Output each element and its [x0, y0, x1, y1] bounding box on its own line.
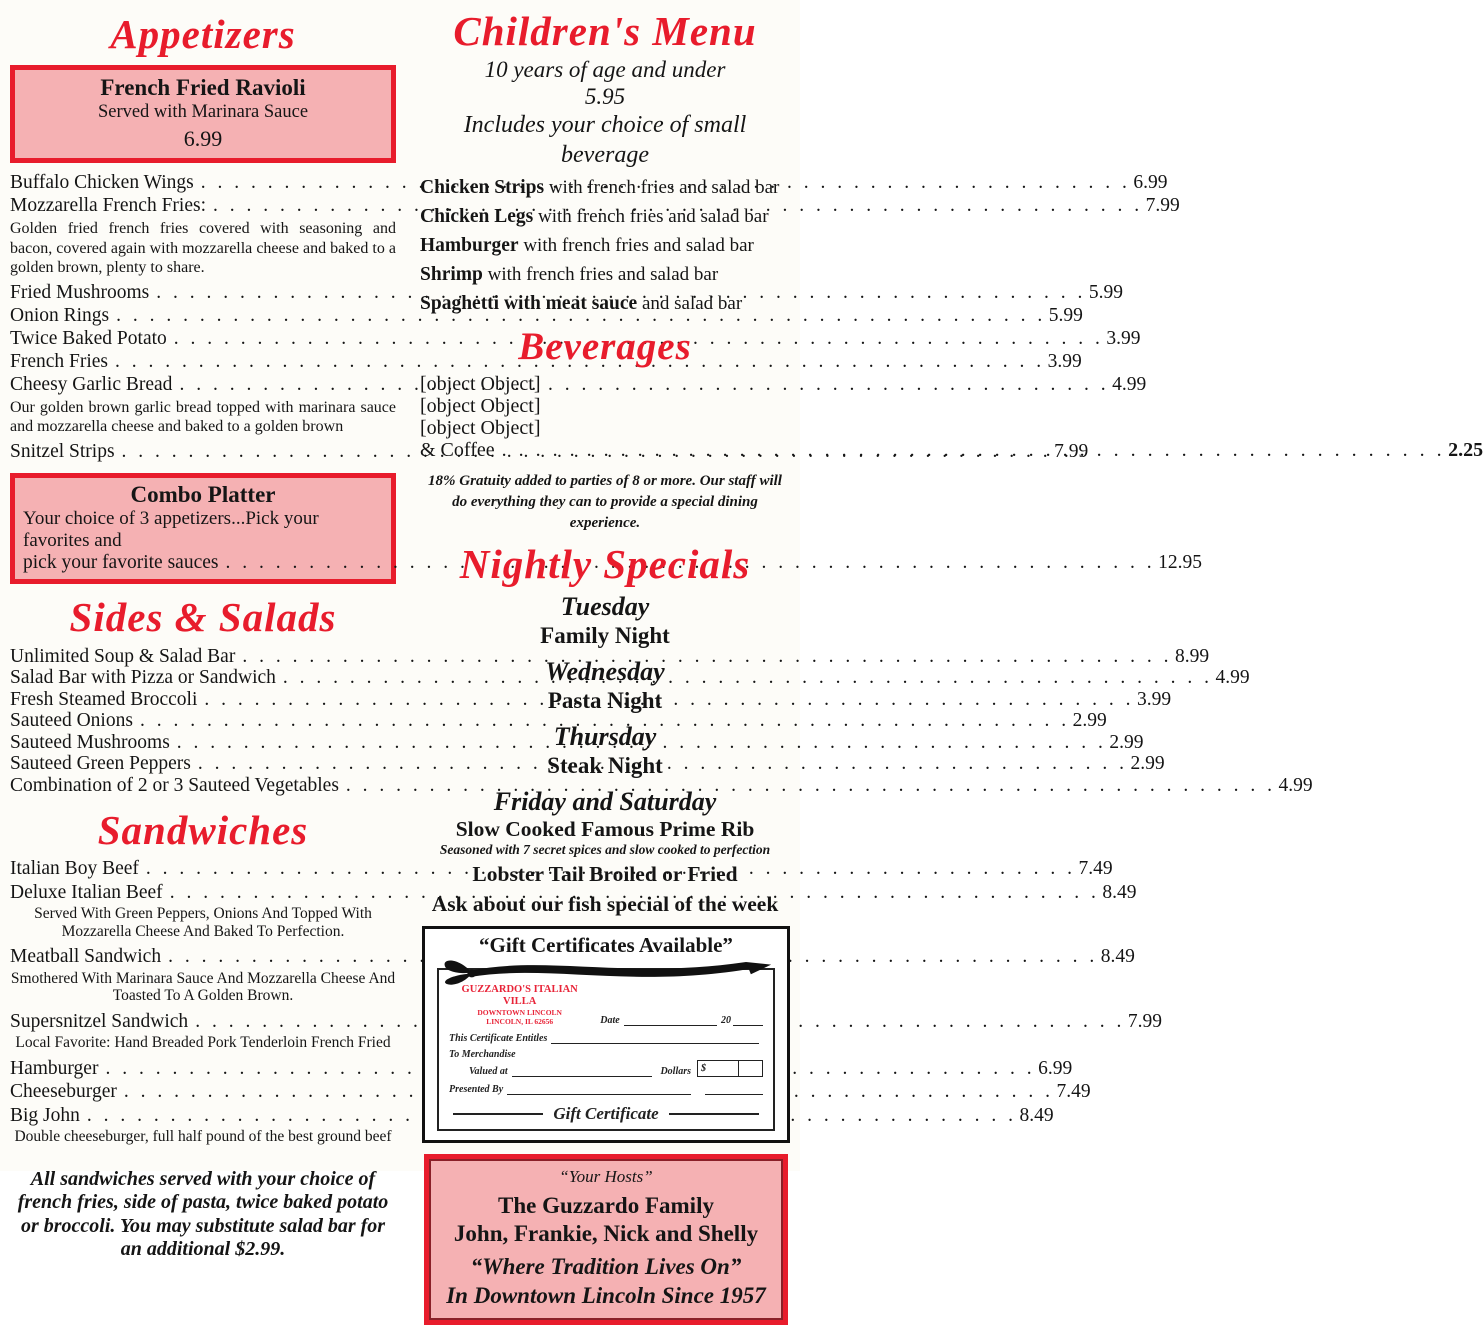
item-name: Cheeseburger: [10, 1081, 117, 1102]
hosts-names: John, Frankie, Nick and Shelly: [453, 1221, 759, 1246]
item-price: 2.99: [1109, 731, 1144, 753]
special-day: Thursday: [553, 722, 657, 751]
featured-item-name: French Fried Ravioli: [100, 75, 306, 100]
entitles-blank-line: [551, 1033, 759, 1044]
certificate-valued-row: [449, 1060, 763, 1077]
beverages-list: [418, 373, 792, 439]
item-name: Italian Boy Beef: [10, 858, 139, 879]
children-age-note: 10 years of age and under: [484, 57, 726, 82]
item-name: Big John: [10, 1104, 80, 1126]
menu-item: [10, 645, 1210, 668]
item-price: 4.99: [1278, 774, 1313, 796]
presented-label: Presented By: [449, 1084, 504, 1095]
menu-item: [10, 710, 1107, 732]
item-price: 4.99: [1215, 667, 1250, 688]
item-price: 7.99: [1127, 1010, 1162, 1032]
date-label: Date: [600, 1015, 620, 1026]
children-price: 5.95: [584, 84, 626, 109]
item-price: 6.99: [1038, 1057, 1073, 1079]
item-name: Sauteed Green Peppers: [10, 753, 191, 774]
certificate-restaurant-name: GUZZARDO'S ITALIAN VILLA: [461, 984, 578, 1007]
presented-blank-line-short: [705, 1084, 763, 1095]
coffee-price: 2.25: [1448, 439, 1483, 461]
children-item-name: Chicken Legs: [420, 206, 534, 227]
children-item: [420, 234, 792, 258]
prime-rib-item: Slow Cooked Famous Prime Rib: [455, 817, 755, 841]
item-description: Double cheeseburger, full half pound of the best ground beef: [14, 1128, 392, 1145]
item-description: Local Favorite: Hand Breaded Pork Tenderloin French Fried: [15, 1034, 391, 1051]
childrens-menu-heading: Children's Menu: [453, 8, 757, 54]
special-name: Family Night: [540, 623, 670, 648]
featured-item-price: 6.99: [183, 126, 223, 151]
special-day: Tuesday: [560, 592, 650, 621]
hosts-quote: “Your Hosts”: [559, 1167, 653, 1186]
item-price: 8.49: [1019, 1104, 1054, 1126]
certificate-footer: [449, 1104, 763, 1123]
item-name: Buffalo Chicken Wings: [10, 172, 194, 193]
certificate-address-line: DOWNTOWN LINCOLN: [477, 1008, 562, 1017]
merchandise-label: To Merchandise: [449, 1049, 516, 1060]
date-blank-line: [624, 1015, 717, 1026]
item-name: Snitzel Strips: [10, 440, 115, 462]
nightly-special: [418, 591, 792, 649]
children-item-name: Spaghetti with meat sauce: [420, 293, 638, 314]
prime-rib-note: Seasoned with 7 secret spices and slow cooked to perfection: [439, 842, 771, 857]
item-price: 3.99: [1106, 327, 1141, 349]
beverage-line: [object Object]: [420, 395, 541, 417]
certificate-entitles-row: [449, 1033, 763, 1044]
children-list: [418, 176, 792, 316]
sandwiches-heading: Sandwiches: [97, 807, 309, 853]
item-name: French Fries: [10, 350, 109, 372]
cents-cell: [739, 1061, 762, 1076]
entitles-label: This Certificate Entitles: [449, 1033, 548, 1044]
sides-salads-heading: Sides & Salads: [69, 593, 337, 640]
item-name: Fresh Steamed Broccoli: [10, 688, 198, 710]
certificate-header-row: [449, 984, 763, 1026]
item-description: Served With Green Peppers, Onions And Topped With Mozzarella Cheese And Baked To Perfection.: [34, 905, 372, 940]
gratuity-note: 18% Gratuity added to parties of 8 or more. Our staff will do everything they can to provide a special dining experience.: [428, 473, 782, 531]
item-price: 5.99: [1048, 304, 1083, 326]
item-price: 7.99: [1145, 195, 1180, 216]
certificate-presented-row: [449, 1084, 763, 1095]
children-item-desc: with french fries and salad bar: [533, 206, 769, 227]
appetizers-heading: Appetizers: [110, 11, 296, 57]
nightly-special: [418, 656, 792, 714]
children-item-desc: with french fries and salad bar: [482, 264, 719, 285]
menu-item-row: [10, 350, 1082, 373]
children-item-desc: with french fries and salad bar: [518, 235, 754, 256]
children-item-name: Shrimp: [420, 264, 483, 285]
item-description: Smothered With Marinara Sauce And Mozzarella Cheese And Toasted To A Golden Brown.: [10, 969, 396, 1004]
hosts-family: The Guzzardo Family: [498, 1193, 714, 1218]
coffee-label: & Coffee: [420, 439, 495, 461]
item-price: 7.49: [1078, 858, 1113, 879]
beverages-heading: Beverages: [518, 325, 692, 368]
children-item: [420, 263, 792, 287]
children-item: [420, 176, 792, 200]
featured-item-subtitle: Served with Marinara Sauce: [97, 102, 309, 122]
valued-blank-line: [512, 1066, 653, 1077]
item-price: 4.99: [1112, 373, 1147, 395]
special-name: Steak Night: [547, 753, 663, 778]
combo-line: Your choice of 3 appetizers...Pick your favorites and: [23, 507, 319, 551]
item-name: Hamburger: [10, 1057, 99, 1079]
item-name: Mozzarella French Fries:: [10, 195, 207, 216]
item-price: 8.49: [1100, 946, 1135, 967]
dollars-label: Dollars: [660, 1066, 691, 1077]
item-name: Sauteed Onions: [10, 710, 133, 731]
item-name: Fried Mushrooms: [10, 281, 150, 303]
item-price: 2.99: [1130, 753, 1165, 774]
item-price: 8.99: [1174, 645, 1210, 667]
children-item-name: Chicken Strips: [420, 177, 545, 198]
gift-certificate-box: [422, 926, 790, 1143]
combo-price: 12.95: [1158, 551, 1202, 573]
fish-special-note: Ask about our fish special of the week: [431, 892, 779, 916]
item-price: 7.99: [1054, 440, 1089, 462]
menu-item-row: [10, 774, 1313, 797]
certificate-address-line: LINCOLN, IL 62656: [486, 1017, 554, 1026]
hosts-box: [424, 1154, 788, 1325]
children-item: [420, 292, 792, 316]
presented-blank-line: [507, 1084, 691, 1095]
item-price: 3.99: [1137, 688, 1172, 710]
nightly-specials-heading: Nightly Specials: [459, 541, 751, 587]
menu-item-row: [10, 710, 1107, 732]
footer-rule: [669, 1113, 759, 1115]
children-item-name: Hamburger: [420, 235, 519, 256]
valued-label: Valued at: [469, 1066, 508, 1077]
french-fried-ravioli-box: [10, 65, 396, 163]
dollar-amount-box: [697, 1060, 763, 1077]
dollar-sign: $: [698, 1061, 739, 1076]
item-description: Golden fried french fries covered with seasoning and bacon, covered again with mozzarella cheese and baked to a golden brown, plenty to share.: [10, 220, 396, 276]
item-name: Deluxe Italian Beef: [10, 881, 163, 903]
item-name: Twice Baked Potato: [10, 327, 167, 349]
item-name: Cheesy Garlic Bread: [10, 373, 173, 395]
item-name: Sauteed Mushrooms: [10, 731, 170, 753]
menu-item: [10, 304, 1083, 327]
year-blank-line: [733, 1015, 763, 1026]
hosts-since: In Downtown Lincoln Since 1957: [446, 1283, 766, 1308]
special-name: Pasta Night: [547, 688, 663, 713]
children-item: [420, 205, 792, 229]
menu-item: [10, 774, 1313, 797]
beverage-line: [object Object]: [420, 373, 541, 395]
beverage-line: [object Object]: [420, 417, 541, 439]
gift-certificate: [437, 968, 775, 1131]
footer-rule: [453, 1113, 543, 1115]
ribbon-bow-icon: [437, 954, 775, 984]
nightly-specials-list: [418, 591, 792, 779]
gift-certificate-script-label: Gift Certificate: [553, 1104, 659, 1123]
item-name: Salad Bar with Pizza or Sandwich: [10, 667, 276, 688]
hosts-motto: “Where Tradition Lives On”: [470, 1254, 742, 1279]
weekend-day: Friday and Saturday: [493, 787, 717, 816]
lobster-item: Lobster Tail Broiled or Fried: [472, 862, 738, 886]
children-item-desc: and salad bar: [637, 293, 743, 314]
menu-item-row: [10, 645, 1210, 668]
combo-line2: pick your favorite sauces: [23, 551, 219, 573]
gift-certificates-heading: “Gift Certificates Available”: [479, 933, 733, 957]
item-name: Unlimited Soup & Salad Bar: [10, 645, 236, 667]
children-includes-note: Includes your choice of small beverage: [463, 112, 747, 168]
certificate-date-row: [600, 1015, 763, 1026]
sandwich-note: All sandwiches served with your choice of french fries, side of pasta, twice baked potato or broccoli. You may substitute salad bar for an additional $2.99.: [17, 1167, 389, 1260]
item-price: 3.99: [1047, 350, 1082, 372]
item-price: 7.49: [1056, 1081, 1091, 1102]
dots-leader: [502, 439, 1446, 462]
special-day: Wednesday: [545, 657, 665, 686]
nightly-special: [418, 721, 792, 779]
menu-item: [10, 350, 1082, 373]
item-price: 8.49: [1102, 881, 1137, 903]
certificate-restaurant-block: [449, 984, 590, 1026]
year-label: 20: [721, 1015, 731, 1026]
item-name: Onion Rings: [10, 304, 110, 326]
item-price: 2.99: [1072, 710, 1107, 731]
children-item-desc: with french fries and salad bar: [544, 177, 780, 198]
item-name: Meatball Sandwich: [10, 946, 162, 967]
menu-item-row: [10, 304, 1083, 327]
item-price: 6.99: [1133, 172, 1168, 193]
item-description: Our golden brown garlic bread topped with marinara sauce and mozzarella cheese and baked to a golden brown: [10, 398, 396, 435]
item-price: 5.99: [1088, 281, 1123, 303]
item-name: Combination of 2 or 3 Sauteed Vegetables: [10, 774, 339, 796]
item-name: Supersnitzel Sandwich: [10, 1010, 189, 1032]
combo-title: Combo Platter: [130, 481, 276, 507]
